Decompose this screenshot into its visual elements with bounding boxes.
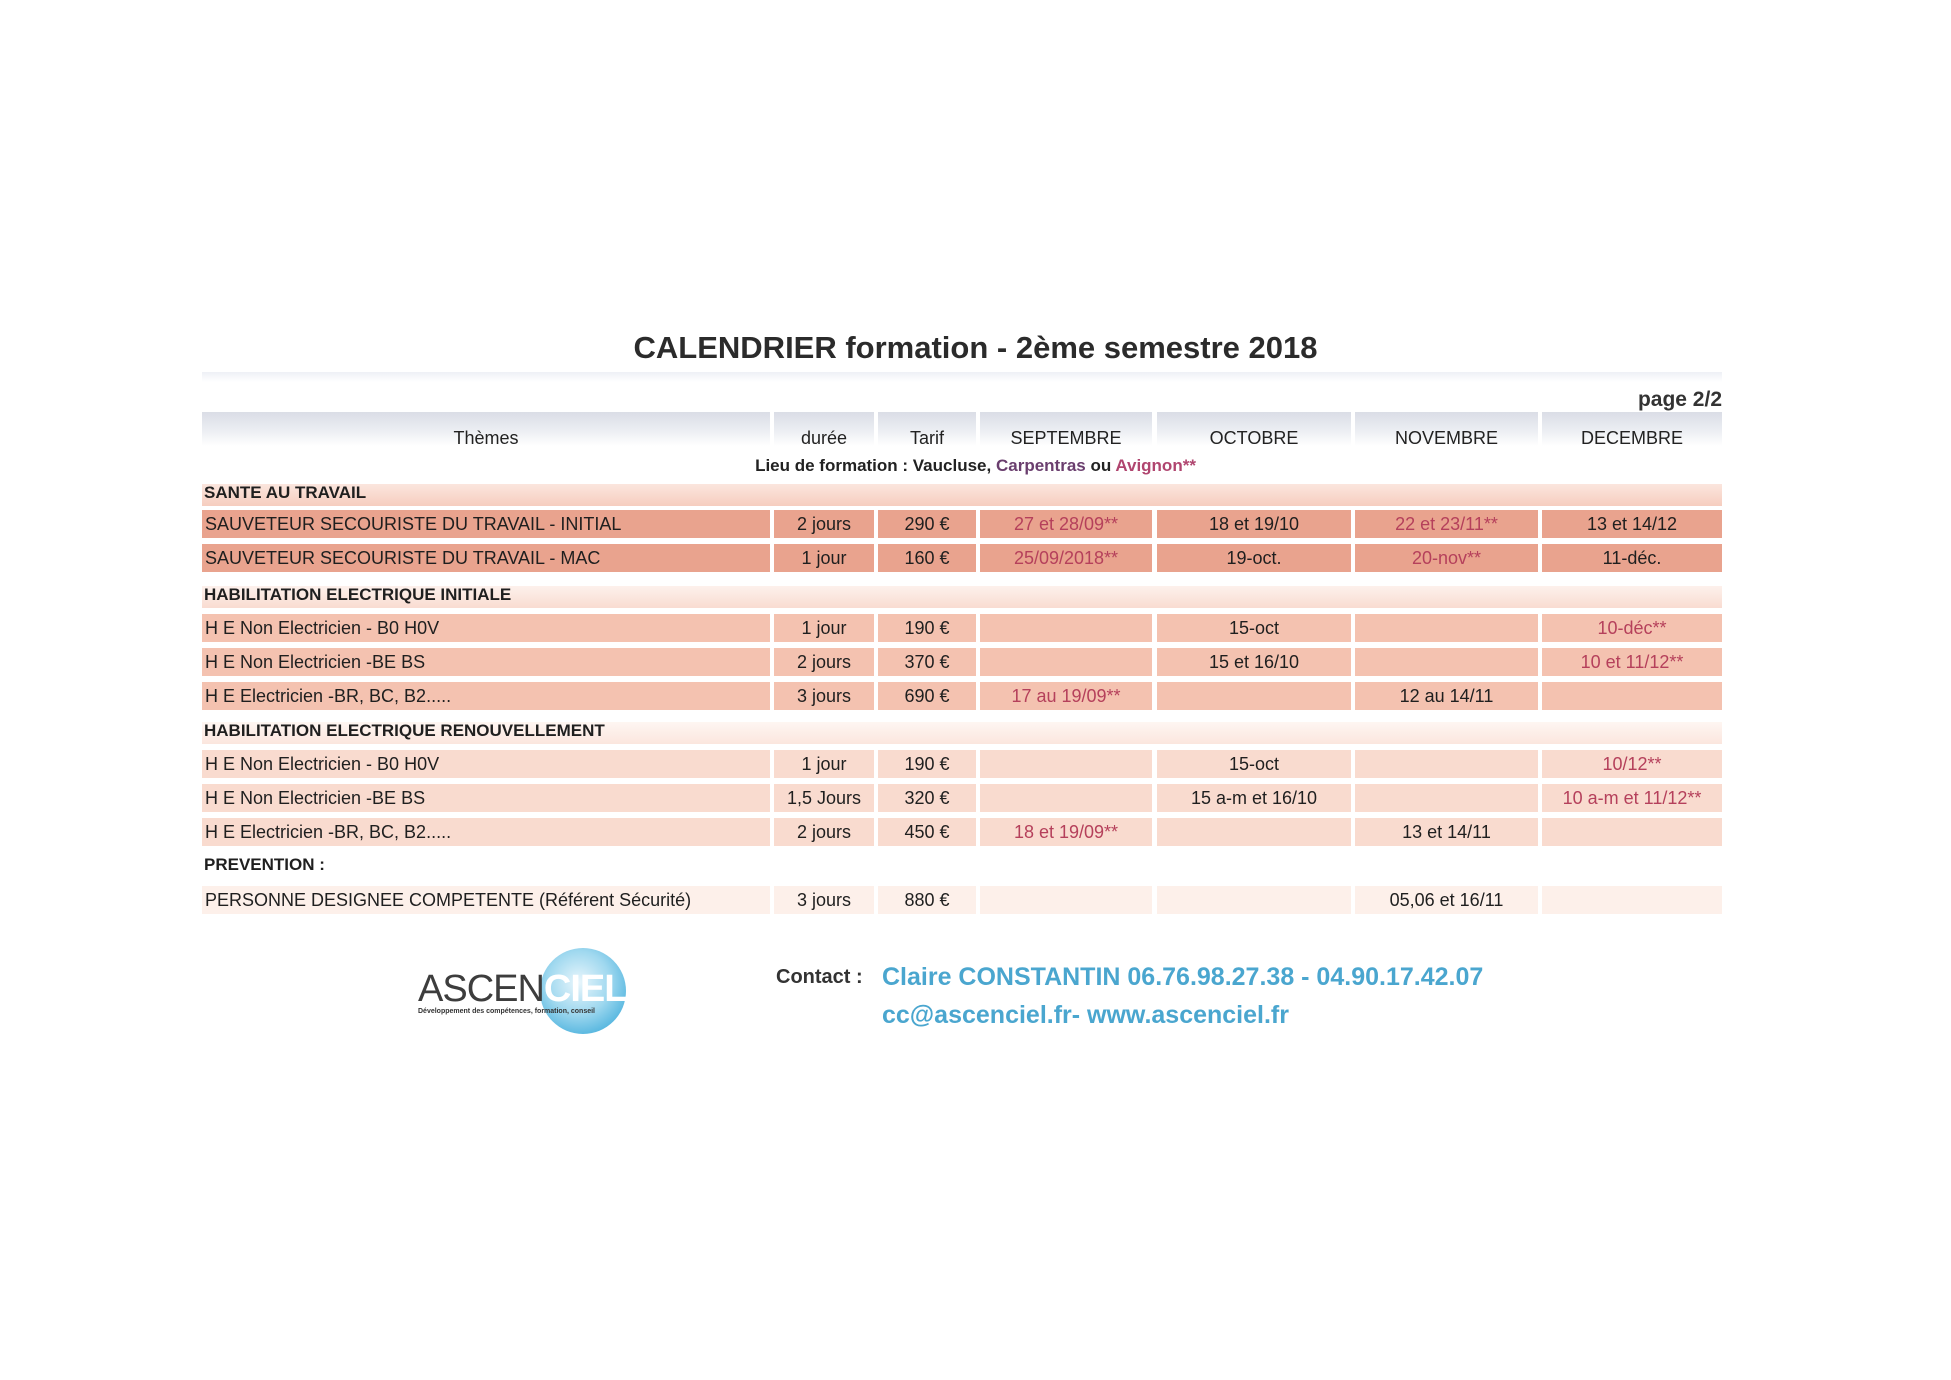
cell-septembre	[980, 648, 1152, 676]
cell-decembre: 11-déc.	[1542, 544, 1722, 572]
cell-theme: SAUVETEUR SECOURISTE DU TRAVAIL - INITIAL	[202, 510, 770, 538]
cell-octobre: 15 et 16/10	[1157, 648, 1351, 676]
cell-novembre: 20-nov**	[1355, 544, 1538, 572]
logo-text-main: ASCEN	[418, 968, 544, 1010]
title-underline	[202, 372, 1722, 382]
cell-decembre: 10/12**	[1542, 750, 1722, 778]
cell-novembre	[1355, 614, 1538, 642]
cell-decembre: 10-déc**	[1542, 614, 1722, 642]
column-header-label: durée	[800, 427, 848, 448]
cell-septembre	[980, 614, 1152, 642]
cell-octobre	[1157, 886, 1351, 914]
cell-theme: SAUVETEUR SECOURISTE DU TRAVAIL - MAC	[202, 544, 770, 572]
column-header-label: Tarif	[909, 427, 944, 448]
cell-octobre	[1157, 818, 1351, 846]
cell-decembre	[1542, 682, 1722, 710]
logo-text-accent: CIEL	[543, 968, 627, 1010]
cell-decembre: 10 a-m et 11/12**	[1542, 784, 1722, 812]
cell-octobre: 15-oct	[1157, 750, 1351, 778]
column-header-duree	[774, 412, 874, 446]
cell-octobre: 18 et 19/10	[1157, 510, 1351, 538]
section-header-background	[202, 484, 1722, 506]
section-header-background	[202, 856, 1722, 878]
location-avignon: Avignon**	[1115, 456, 1196, 475]
column-header-themes	[202, 412, 770, 446]
cell-novembre	[1355, 784, 1538, 812]
column-header-label: NOVEMBRE	[1394, 427, 1499, 448]
cell-tarif: 320 €	[878, 784, 976, 812]
section-title: SANTE AU TRAVAIL	[204, 483, 367, 502]
cell-septembre: 25/09/2018**	[980, 544, 1152, 572]
column-header-septembre	[980, 412, 1152, 446]
page-title: CALENDRIER formation - 2ème semestre 2018	[633, 330, 1318, 365]
location-carpentras: Carpentras	[995, 456, 1086, 475]
cell-duree: 1,5 Jours	[774, 784, 874, 812]
cell-duree: 2 jours	[774, 648, 874, 676]
section-header	[202, 718, 1722, 744]
cell-decembre	[1542, 886, 1722, 914]
cell-tarif: 190 €	[878, 750, 976, 778]
cell-duree: 1 jour	[774, 544, 874, 572]
cell-septembre	[980, 886, 1152, 914]
section-header	[202, 582, 1722, 608]
cell-octobre: 19-oct.	[1157, 544, 1351, 572]
section-title: HABILITATION ELECTRIQUE INITIALE	[204, 585, 512, 604]
cell-novembre	[1355, 750, 1538, 778]
column-header-label: OCTOBRE	[1209, 427, 1299, 448]
cell-duree: 3 jours	[774, 886, 874, 914]
cell-tarif: 880 €	[878, 886, 976, 914]
cell-duree: 2 jours	[774, 818, 874, 846]
cell-decembre: 10 et 11/12**	[1542, 648, 1722, 676]
location-or: ou	[1090, 456, 1112, 475]
cell-tarif: 690 €	[878, 682, 976, 710]
ascenciel-logo	[418, 948, 628, 1038]
cell-novembre: 12 au 14/11	[1355, 682, 1538, 710]
cell-septembre: 17 au 19/09**	[980, 682, 1152, 710]
cell-tarif: 290 €	[878, 510, 976, 538]
page-number: page 2/2	[1637, 388, 1722, 411]
cell-duree: 3 jours	[774, 682, 874, 710]
cell-theme: H E Non Electricien -BE BS	[202, 648, 770, 676]
section-header	[202, 480, 1722, 506]
cell-septembre: 18 et 19/09**	[980, 818, 1152, 846]
training-location	[0, 456, 1951, 476]
cell-octobre	[1157, 682, 1351, 710]
column-header-label: SEPTEMBRE	[1010, 427, 1122, 448]
contact-name-phone: Claire CONSTANTIN 06.76.98.27.38 - 04.90.17.42.07	[882, 963, 1484, 991]
cell-theme: H E Non Electricien - B0 H0V	[202, 614, 770, 642]
cell-duree: 2 jours	[774, 510, 874, 538]
section-header	[202, 852, 1722, 878]
cell-tarif: 190 €	[878, 614, 976, 642]
logo-tagline: Développement des compétences, formation, conseil	[418, 1008, 595, 1015]
cell-decembre	[1542, 818, 1722, 846]
logo-wordmark	[418, 968, 626, 1011]
column-header-label: DECEMBRE	[1580, 427, 1683, 448]
cell-novembre	[1355, 648, 1538, 676]
cell-tarif: 370 €	[878, 648, 976, 676]
cell-novembre: 13 et 14/11	[1355, 818, 1538, 846]
cell-octobre: 15 a-m et 16/10	[1157, 784, 1351, 812]
cell-novembre: 05,06 et 16/11	[1355, 886, 1538, 914]
contact-label: Contact :	[776, 966, 863, 988]
column-header-decembre	[1542, 412, 1722, 446]
cell-duree: 1 jour	[774, 614, 874, 642]
cell-theme: H E Electricien -BR, BC, B2.....	[202, 682, 770, 710]
location-prefix: Lieu de formation : Vaucluse,	[755, 456, 992, 475]
cell-theme: H E Electricien -BR, BC, B2.....	[202, 818, 770, 846]
cell-septembre	[980, 750, 1152, 778]
section-title: PREVENTION :	[204, 855, 325, 874]
column-header-tarif	[878, 412, 976, 446]
cell-duree: 1 jour	[774, 750, 874, 778]
contact-email-website: cc@ascenciel.fr- www.ascenciel.fr	[882, 1001, 1289, 1029]
section-title: HABILITATION ELECTRIQUE RENOUVELLEMENT	[204, 721, 605, 740]
cell-octobre: 15-oct	[1157, 614, 1351, 642]
column-header-novembre	[1355, 412, 1538, 446]
column-header-octobre	[1157, 412, 1351, 446]
column-header-label: Thèmes	[453, 427, 519, 448]
cell-theme: H E Non Electricien -BE BS	[202, 784, 770, 812]
cell-decembre: 13 et 14/12	[1542, 510, 1722, 538]
cell-theme: H E Non Electricien - B0 H0V	[202, 750, 770, 778]
cell-tarif: 450 €	[878, 818, 976, 846]
cell-tarif: 160 €	[878, 544, 976, 572]
cell-septembre: 27 et 28/09**	[980, 510, 1152, 538]
cell-theme: PERSONNE DESIGNEE COMPETENTE (Référent Sécurité)	[202, 886, 770, 914]
cell-septembre	[980, 784, 1152, 812]
cell-novembre: 22 et 23/11**	[1355, 510, 1538, 538]
